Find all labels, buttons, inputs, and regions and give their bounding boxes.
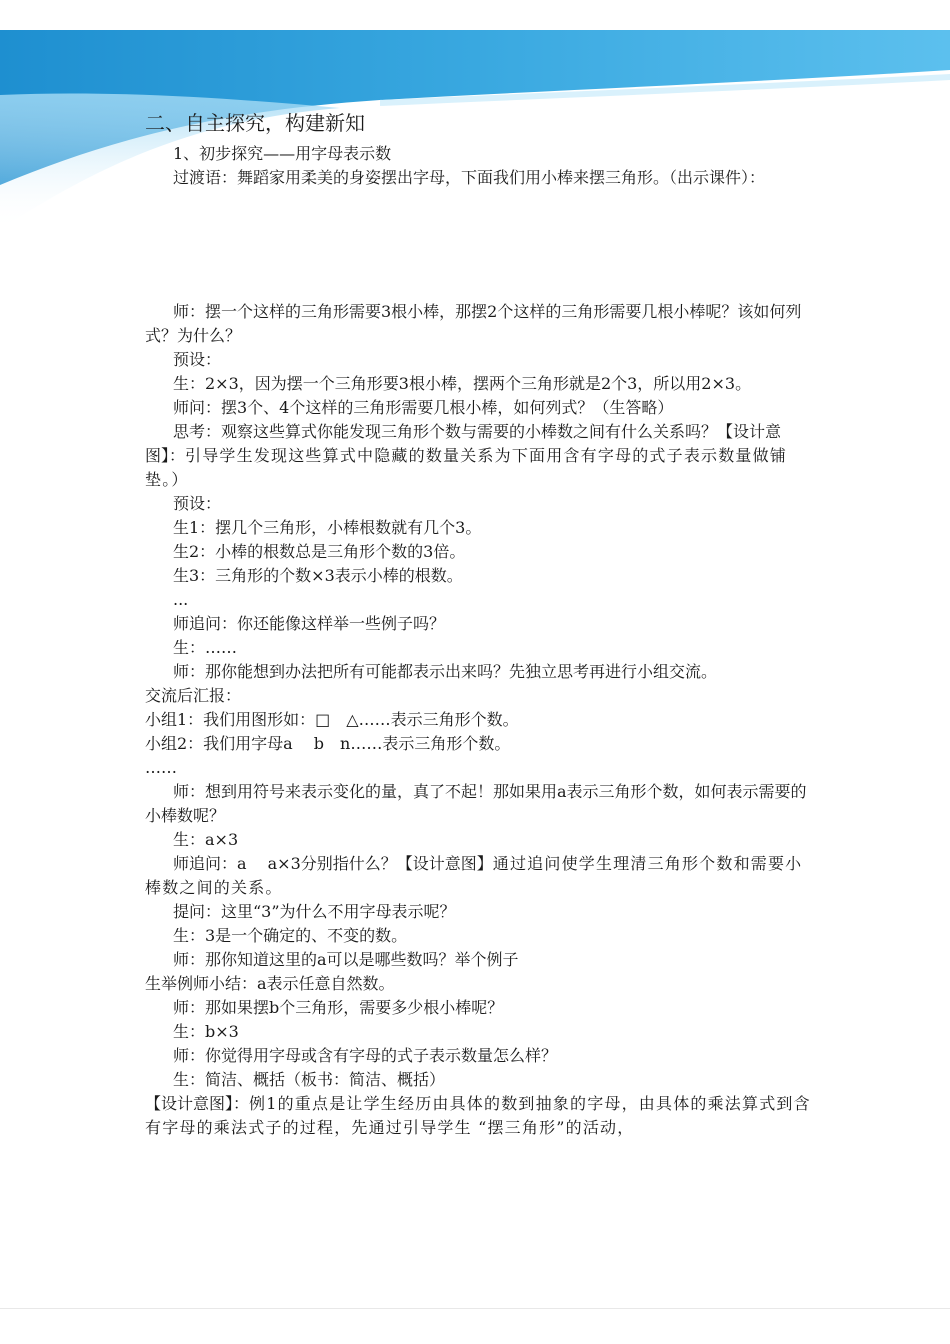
paragraph: ... bbox=[173, 590, 189, 609]
paragraph: 生：b×3 bbox=[173, 1022, 239, 1041]
paragraph: 生：…… bbox=[173, 638, 238, 657]
paragraph: 生举例师小结：a表示任意自然数。 bbox=[145, 974, 395, 993]
paragraph: 小组1：我们用图形如：□ △……表示三角形个数。 bbox=[145, 710, 519, 729]
paragraph bbox=[145, 1092, 813, 1140]
paragraph: 预设： bbox=[173, 494, 222, 513]
paragraph: 生：a×3 bbox=[173, 830, 239, 849]
paragraph: 师问：摆3个、4个这样的三角形需要几根小棒，如何列式？（生答略） bbox=[173, 398, 674, 417]
paragraph: 过渡语：舞蹈家用柔美的身姿摆出字母，下面我们用小棒来摆三角形。（出示课件）： bbox=[173, 168, 766, 187]
design-intent-text: 通过追问使学生理清三角形个数和需要小棒数之间的关系。 bbox=[145, 854, 803, 897]
paragraph: 交流后汇报： bbox=[145, 686, 242, 705]
paragraph: 生：3是一个确定的、不变的数。 bbox=[173, 926, 408, 945]
paragraph: 生2：小棒的根数总是三角形个数的3倍。 bbox=[173, 542, 466, 561]
design-intent-text: 引导学生发现这些算式中隐藏的数量关系为下面用含有字母的式子表示数量做铺垫。） bbox=[145, 446, 788, 489]
paragraph: 生3：三角形的个数×3表示小棒的根数。 bbox=[173, 566, 463, 585]
document-body bbox=[145, 108, 813, 1140]
paragraph-text: 思考：观察这些算式你能发现三角形个数与需要的小棒数之间有什么关系吗？ bbox=[173, 422, 718, 441]
design-intent-label: 【设计意图】： bbox=[145, 1094, 250, 1113]
paragraph: 小组2：我们用字母a b n……表示三角形个数。 bbox=[145, 734, 511, 753]
subsection-title: 1、初步探究——用字母表示数 bbox=[173, 144, 392, 163]
paragraph: 生1：摆几个三角形，小棒根数就有几个3。 bbox=[173, 518, 482, 537]
paragraph: 师追问：你还能像这样举一些例子吗？ bbox=[173, 614, 446, 633]
paragraph: 师：那你知道这里的a可以是哪些数吗？举个例子 bbox=[173, 950, 519, 969]
paragraph: 师：想到用符号来表示变化的量，真了不起！那如果用a表示三角形个数，如何表示需要的小棒数呢？ bbox=[145, 782, 807, 825]
paragraph: 师：摆一个这样的三角形需要3根小棒，那摆2个这样的三角形需要几根小棒呢？该如何列式？为什么？ bbox=[145, 302, 802, 345]
courseware-image-placeholder bbox=[145, 190, 813, 300]
design-intent-text: 例1的重点是让学生经历由具体的数到抽象的字母，由具体的乘法算式到含有字母的乘法式子的过程，先通过引导学生 “摆三角形”的活动， bbox=[145, 1094, 811, 1137]
design-intent-label: 【设计意图】： bbox=[145, 422, 782, 465]
paragraph: 师：你觉得用字母或含有字母的式子表示数量怎么样？ bbox=[173, 1046, 558, 1065]
paragraph bbox=[145, 852, 813, 900]
page-bottom-divider bbox=[0, 1308, 950, 1309]
paragraph: 师：那你能想到办法把所有可能都表示出来吗？先独立思考再进行小组交流。 bbox=[173, 662, 718, 681]
paragraph: 预设： bbox=[173, 350, 222, 369]
paragraph-text: 师追问：a a×3分别指什么？ bbox=[173, 854, 397, 873]
paragraph: 生：2×3，因为摆一个三角形要3根小棒，摆两个三角形就是2个3，所以用2×3。 bbox=[173, 374, 752, 393]
paragraph: 提问：这里“3”为什么不用字母表示呢？ bbox=[173, 902, 456, 921]
design-intent-label: 【设计意图】 bbox=[396, 854, 493, 873]
paragraph: 生：简洁、概括（板书：简洁、概括） bbox=[173, 1070, 446, 1089]
paragraph bbox=[145, 420, 813, 492]
paragraph: …… bbox=[145, 758, 177, 777]
section-heading: 二、自主探究，构建新知 bbox=[145, 111, 365, 135]
paragraph: 师：那如果摆b个三角形，需要多少根小棒呢？ bbox=[173, 998, 504, 1017]
